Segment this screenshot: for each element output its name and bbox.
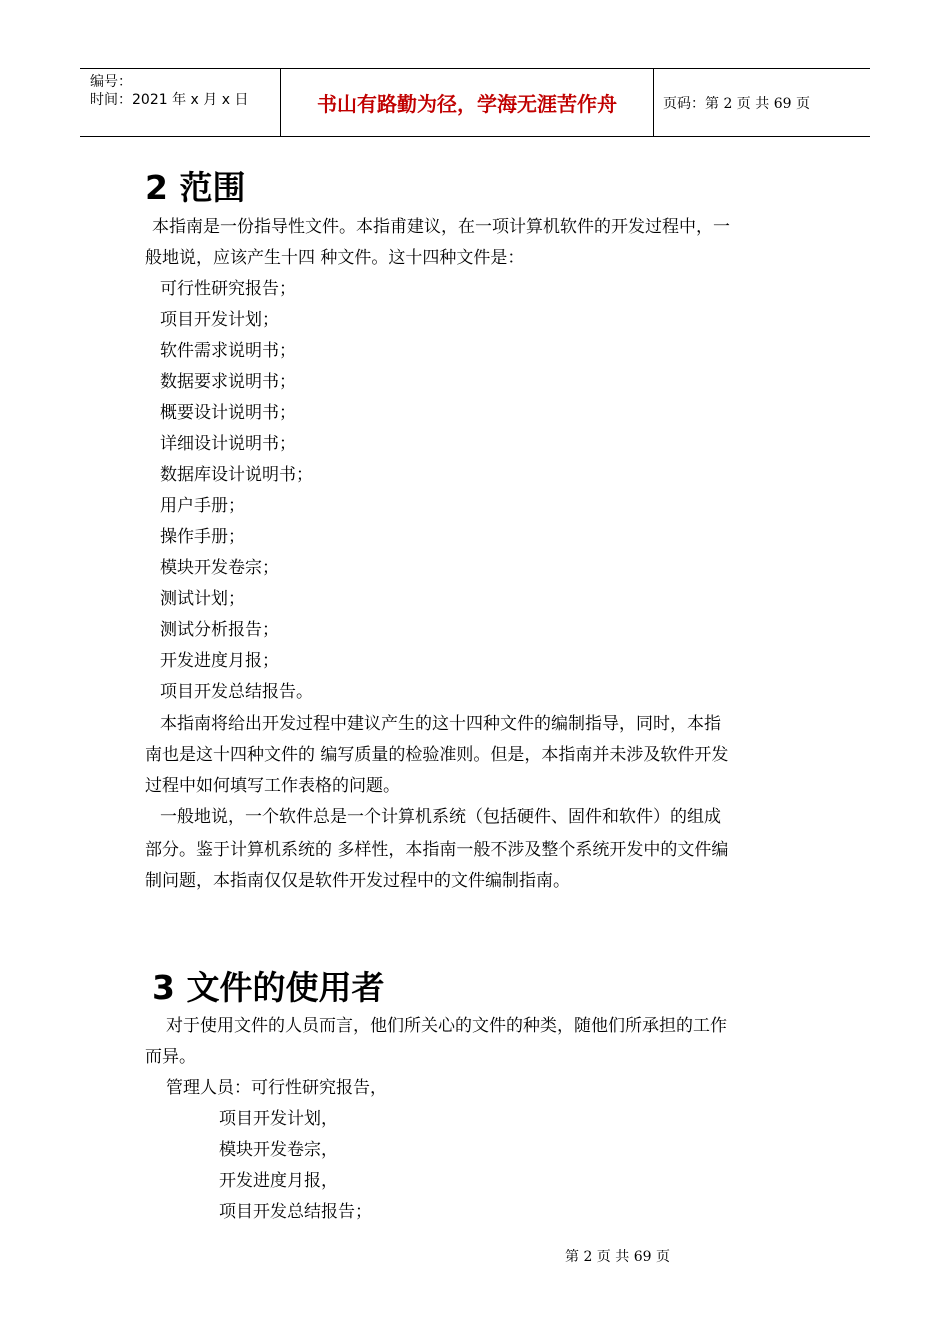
document-list-item: 数据要求说明书；: [160, 372, 296, 392]
page-footer: 第 2 页 共 69 页: [565, 1249, 670, 1265]
section-2-paragraph-line: 过程中如何填写工作表格的问题。: [145, 776, 400, 796]
page-header: [80, 68, 870, 137]
document-list-item: 测试分析报告；: [160, 620, 279, 640]
document-list-item: 可行性研究报告；: [160, 279, 296, 299]
document-list-item: 项目开发计划；: [160, 310, 279, 330]
section-2-intro-line: 般地说，应该产生十四 种文件。这十四种文件是：: [145, 248, 525, 268]
managers-list-item: 模块开发卷宗，: [219, 1140, 338, 1160]
document-list-item: 详细设计说明书；: [160, 434, 296, 454]
section-2-paragraph-line: 制问题，本指南仅仅是软件开发过程中的文件编制指南。: [145, 871, 570, 891]
managers-list-item: 项目开发总结报告；: [219, 1202, 372, 1222]
managers-list-item: 开发进度月报，: [219, 1171, 338, 1191]
managers-line: 管理人员：可行性研究报告，: [166, 1078, 387, 1098]
document-list-item: 项目开发总结报告。: [160, 682, 313, 702]
section-2-heading: 2 范围: [145, 168, 246, 207]
section-2-paragraph-line: 本指南将给出开发过程中建议产生的这十四种文件的编制指导，同时，本指: [160, 714, 721, 734]
document-list-item: 模块开发卷宗；: [160, 558, 279, 578]
section-2-paragraph-line: 一般地说，一个软件总是一个计算机系统（包括硬件、固件和软件）的组成: [160, 807, 721, 827]
document-list-item: 概要设计说明书；: [160, 403, 296, 423]
managers-list-item: 项目开发计划，: [219, 1109, 338, 1129]
document-list-item: 操作手册；: [160, 527, 245, 547]
header-motto: 书山有路勤为径，学海无涯苦作舟: [281, 69, 654, 136]
document-list-item: 数据库设计说明书；: [160, 465, 313, 485]
document-list-item: 用户手册；: [160, 496, 245, 516]
header-meta: [80, 69, 281, 136]
number-label: 编号：: [90, 74, 132, 90]
document-list-item: 测试计划；: [160, 589, 245, 609]
section-2-paragraph-line: 南也是这十四种文件的 编写质量的检验准则。但是，本指南并未涉及软件开发: [145, 745, 729, 765]
section-2-paragraph-line: 部分。鉴于计算机系统的 多样性，本指南一般不涉及整个系统开发中的文件编: [145, 840, 729, 860]
time-label: 时间：2021 年 x 月 x 日: [90, 92, 249, 108]
section-3-heading: 3 文件的使用者: [152, 968, 385, 1007]
section-2-intro-line: 本指南是一份指导性文件。本指甫建议，在一项计算机软件的开发过程中，一: [152, 217, 730, 237]
document-list-item: 开发进度月报；: [160, 651, 279, 671]
section-3-intro-line: 对于使用文件的人员而言，他们所关心的文件的种类，随他们所承担的工作: [166, 1016, 727, 1036]
document-list-item: 软件需求说明书；: [160, 341, 296, 361]
header-page-info: 页码：第 2 页 共 69 页: [663, 96, 810, 112]
section-3-intro-line: 而异。: [145, 1047, 196, 1067]
